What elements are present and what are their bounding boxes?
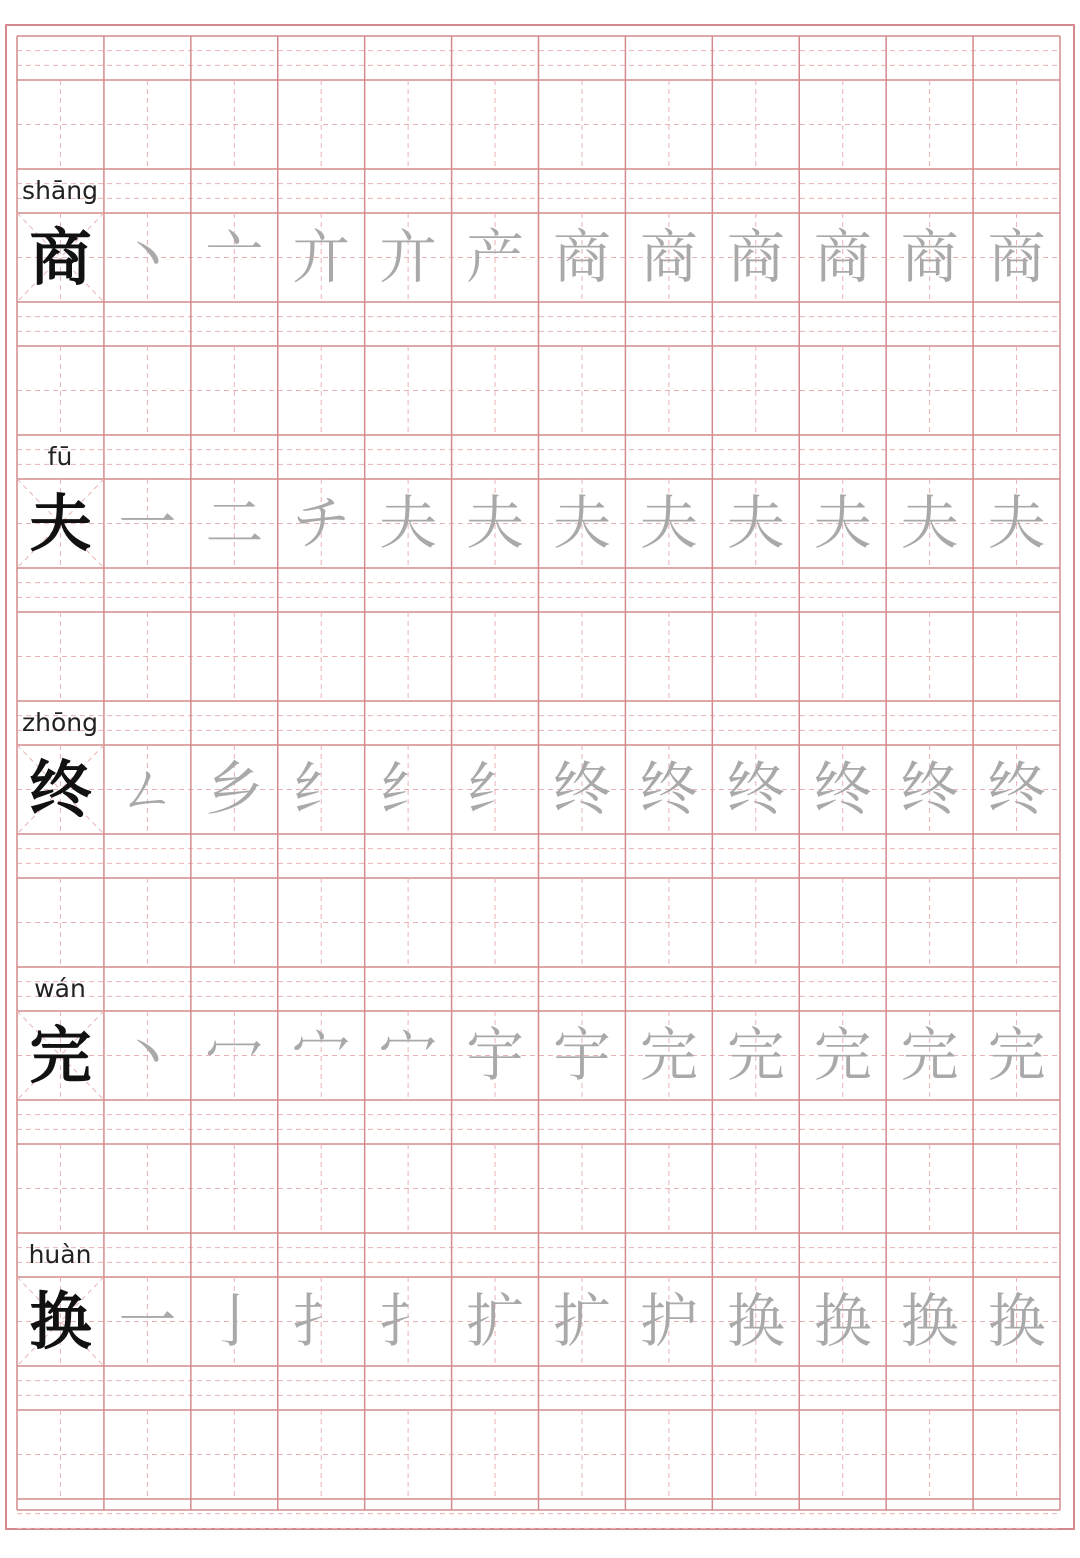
stroke-order-character: 商 xyxy=(552,223,611,291)
stroke-order-character: 宇 xyxy=(466,1021,525,1089)
stroke-order-character: 亅 xyxy=(205,1287,264,1355)
stroke-order-character: 产 xyxy=(466,223,525,291)
stroke-order-character: 宀 xyxy=(379,1021,438,1089)
stroke-order-character: 夫 xyxy=(379,489,438,557)
stroke-order-character: 夫 xyxy=(987,489,1046,557)
pinyin-label: shāng xyxy=(22,176,98,205)
stroke-order-character: 夫 xyxy=(726,489,785,557)
stroke-order-character: 纟 xyxy=(379,755,438,823)
stroke-order-character: 完 xyxy=(813,1021,872,1089)
stroke-order-character: 终 xyxy=(639,755,698,823)
stroke-order-character: 夫 xyxy=(552,489,611,557)
model-character: 完 xyxy=(29,1019,92,1092)
stroke-order-character: 扌 xyxy=(379,1287,438,1355)
stroke-order-character: 换 xyxy=(900,1287,959,1355)
stroke-order-character: 换 xyxy=(726,1287,785,1355)
stroke-order-character: 纟 xyxy=(292,755,351,823)
stroke-order-character: 换 xyxy=(987,1287,1046,1355)
model-character: 商 xyxy=(29,221,92,294)
stroke-order-character: 护 xyxy=(639,1287,698,1355)
stroke-order-character: 商 xyxy=(987,223,1046,291)
model-character: 换 xyxy=(29,1285,92,1358)
stroke-order-character: 终 xyxy=(552,755,611,823)
stroke-order-character: 商 xyxy=(900,223,959,291)
stroke-order-character: 完 xyxy=(726,1021,785,1089)
pinyin-label: fū xyxy=(47,442,73,471)
model-character: 终 xyxy=(29,753,92,826)
stroke-order-character: ㄥ xyxy=(118,755,177,823)
stroke-order-character: 夫 xyxy=(466,489,525,557)
stroke-order-character: 宀 xyxy=(292,1021,351,1089)
stroke-order-character: チ xyxy=(292,489,351,557)
stroke-order-character: 丶 xyxy=(118,223,177,291)
stroke-order-character: 扩 xyxy=(552,1287,611,1355)
stroke-order-character: 一 xyxy=(118,1287,177,1355)
stroke-order-character: 完 xyxy=(900,1021,959,1089)
stroke-order-character: 扌 xyxy=(292,1287,351,1355)
pinyin-label: huàn xyxy=(28,1240,92,1269)
stroke-order-character: 冖 xyxy=(205,1021,264,1089)
stroke-order-character: 终 xyxy=(900,755,959,823)
stroke-order-character: 商 xyxy=(813,223,872,291)
stroke-order-character: 完 xyxy=(639,1021,698,1089)
stroke-order-character: 夫 xyxy=(639,489,698,557)
stroke-order-character: 一 xyxy=(118,489,177,557)
stroke-order-character: 乡 xyxy=(205,755,264,823)
stroke-order-character: 商 xyxy=(726,223,785,291)
stroke-order-character: 二 xyxy=(205,489,264,557)
stroke-order-character: 夫 xyxy=(813,489,872,557)
stroke-order-character: 完 xyxy=(987,1021,1046,1089)
stroke-order-character: 宇 xyxy=(552,1021,611,1089)
stroke-order-character: 商 xyxy=(639,223,698,291)
model-character: 夫 xyxy=(29,487,92,560)
pinyin-label: wán xyxy=(34,974,86,1003)
stroke-order-character: 终 xyxy=(726,755,785,823)
stroke-order-character: 亠 xyxy=(205,223,264,291)
stroke-order-character: 丶 xyxy=(118,1021,177,1089)
stroke-order-character: 亣 xyxy=(292,223,351,291)
stroke-order-character: 终 xyxy=(813,755,872,823)
stroke-order-character: 夫 xyxy=(900,489,959,557)
stroke-order-character: 换 xyxy=(813,1287,872,1355)
stroke-order-character: 终 xyxy=(987,755,1046,823)
stroke-order-character: 纟 xyxy=(466,755,525,823)
pinyin-label: zhōng xyxy=(22,708,98,737)
stroke-order-character: 扩 xyxy=(466,1287,525,1355)
stroke-order-character: 亣 xyxy=(379,223,438,291)
